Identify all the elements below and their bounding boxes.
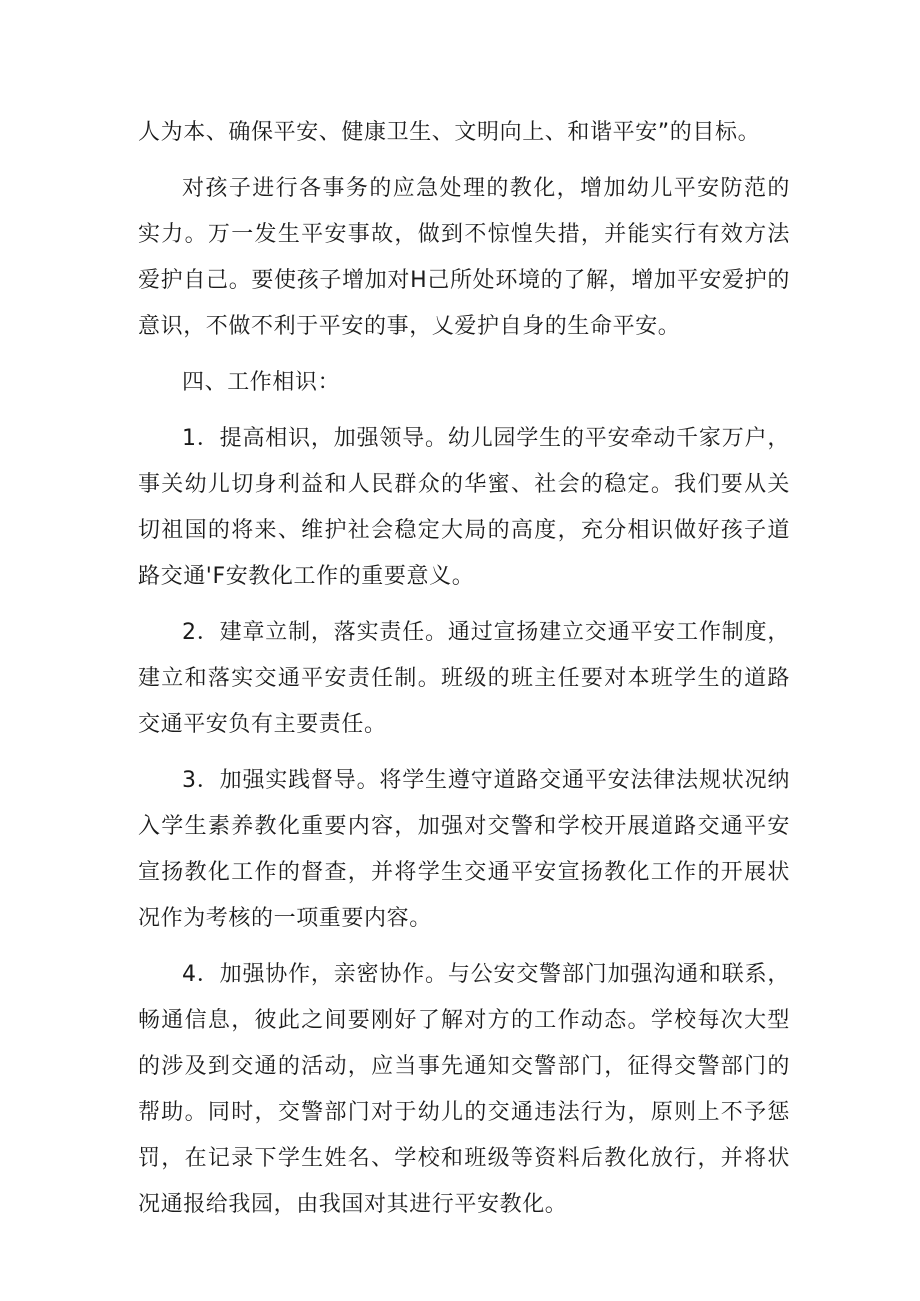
paragraph-item-3: 3．加强实践督导。将学生遵守道路交通平安法律法规状况纳入学生素养教化重要内容，加强对交警和学校开展道路交通平安宣扬教化工作的督查，并将学生交通平安宣扬教化工作的开展状况作为考核的一项重要内容。 [138,768,790,931]
paragraph-item-4: 4．加强协作，亲密协作。与公安交警部门加强沟通和联系，畅通信息，彼此之间要刚好了解对方的工作动态。学校每次大型的涉及到交通的活动，应当事先通知交警部门，征得交警部门的帮助。同时，交警部门对于幼儿的交通违法行为，原则上不予惩罚，在记录下学生姓名、学校和班级等资料后教化放行，并将状况通报给我园，由我国对其进行平安教化。 [138,962,790,1217]
paragraph-item-2: 2．建章立制，落实责任。通过宣扬建立交通平安工作制度，建立和落实交通平安责任制。班级的班主任要对本班学生的道路交通平安负有主要责任。 [138,620,790,737]
section-heading-work-awareness: 四、工作相识： [182,370,341,395]
paragraph-goal-continuation: 人为本、确保平安、健康卫生、文明向上、和谐平安”的目标。 [138,120,761,145]
paragraph-item-1: 1．提高相识，加强领导。幼儿园学生的平安牵动千家万户，事关幼儿切身利益和人民群众的华蜜、社会的稳定。我们要从关切祖国的将来、维护社会稳定大局的高度，充分相识做好孩子道路交通'F安教化工作的重要意义。 [138,426,790,589]
paragraph-emergency-education: 对孩子进行各事务的应急处理的教化，增加幼儿平安防范的实力。万一发生平安事故，做到不惊惶失措，并能实行有效方法爱护自己。要使孩子增加对H己所处环境的了解，增加平安爱护的意识，不做不利于平安的事，乂爱护自身的生命平安。 [138,176,790,339]
document-body [138,110,790,1238]
